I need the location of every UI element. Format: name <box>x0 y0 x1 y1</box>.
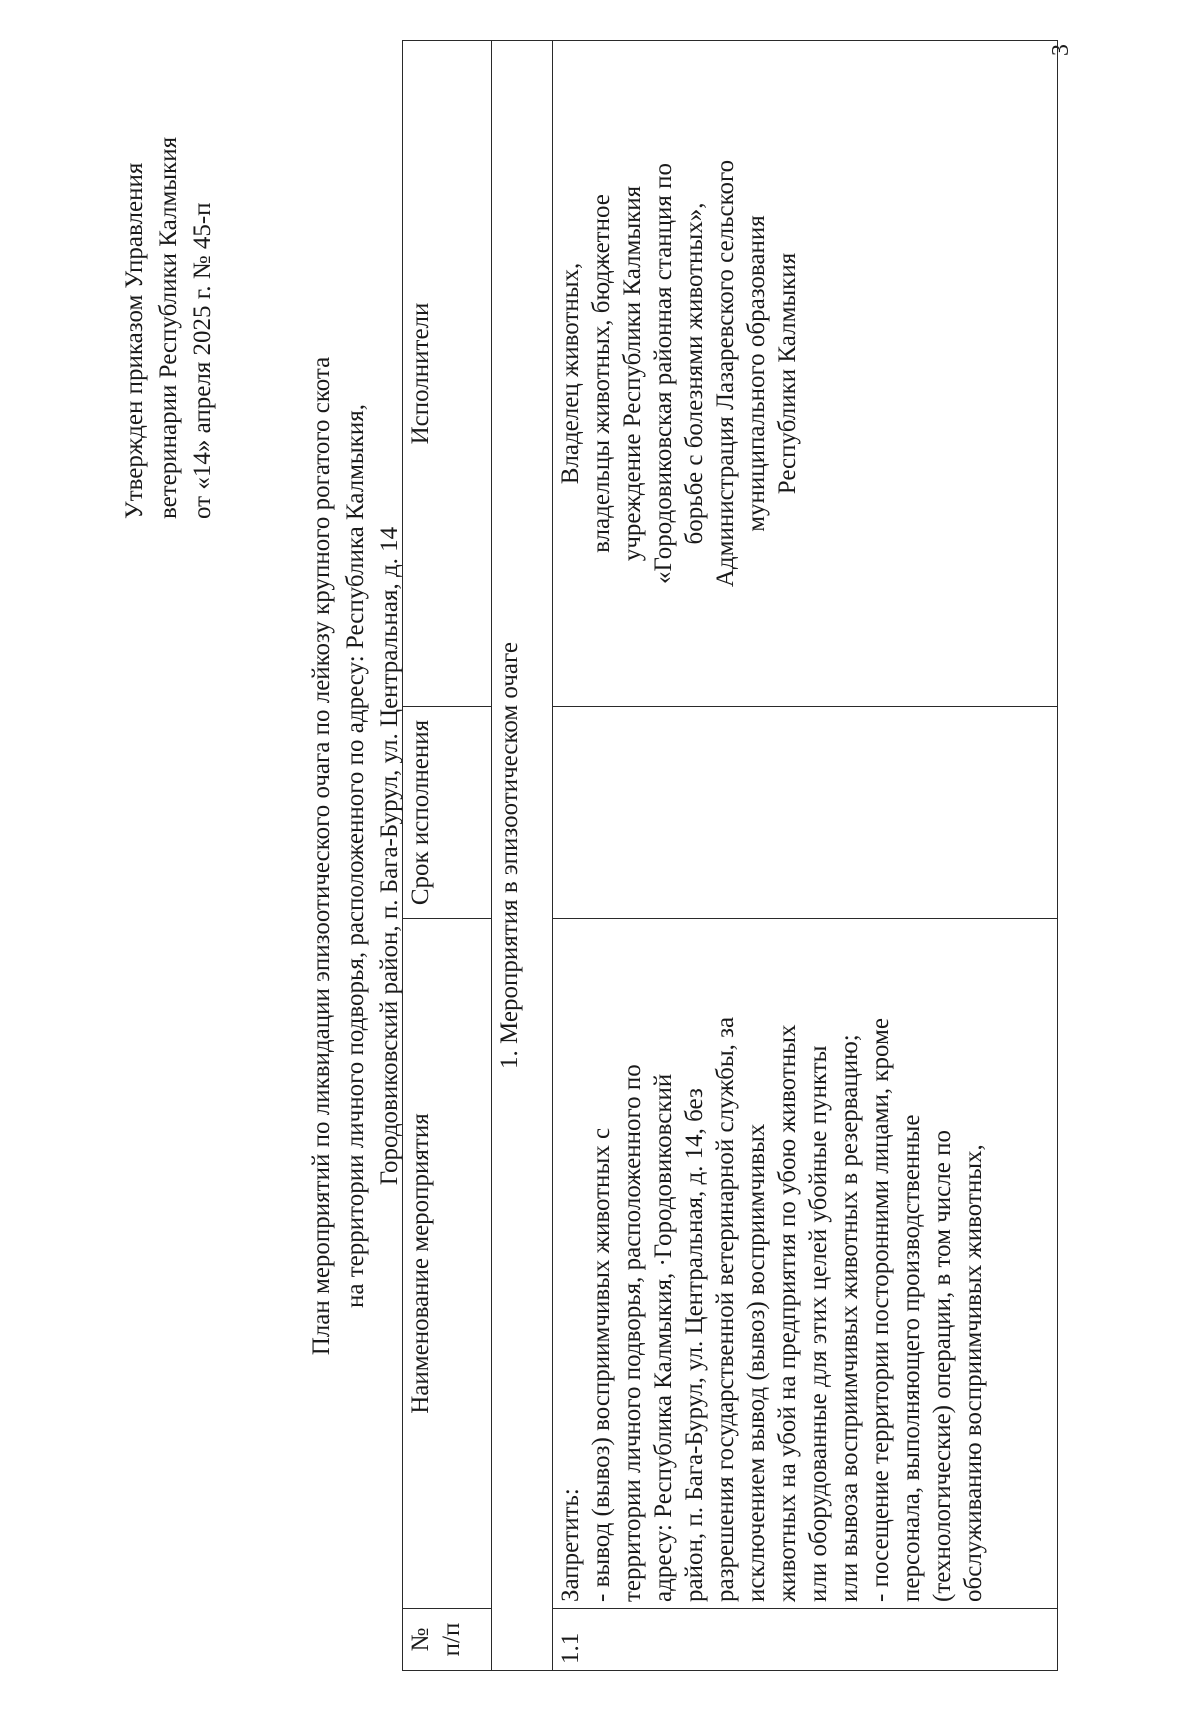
section-row <box>492 41 553 1671</box>
measure-line: исключением вывод (вывоз) восприимчивых <box>743 1123 770 1602</box>
measure-line: район, п. Бага-Бурул, ул. Центральная, д. 14, без <box>681 1088 708 1602</box>
measure-line: обслуживанию восприимчивых животных, <box>960 1144 987 1602</box>
measure-line: территории личного подворья, расположенного по <box>619 1064 646 1602</box>
executor-line: учреждение Республики Калмыкия <box>619 185 646 562</box>
title-line: План мероприятий по ликвидации эпизоотического очага по лейкозу крупного рогатого скота <box>308 356 335 1356</box>
approval-line: Утвержден приказом Управления <box>121 162 148 519</box>
table-row <box>553 41 1058 1671</box>
approval-stamp <box>118 89 220 519</box>
executor-line: Республики Калмыкия <box>774 252 801 495</box>
page-number: 3 <box>1048 44 1074 56</box>
title-line: на территории личного подворья, расположенного по адресу: Республика Калмыкия, <box>342 404 369 1308</box>
measure-line: (технологические) операции, в том числе по <box>929 1130 956 1602</box>
executors-cell <box>553 41 1058 707</box>
approval-line: от «14» апреля 2025 г. № 45-п <box>189 202 216 519</box>
measure-cell <box>553 919 1058 1609</box>
measure-line: или оборудованные для этих целей убойные пункты <box>805 1045 832 1602</box>
executor-line: владельцы животных, бюджетное <box>588 194 615 553</box>
table-header-row <box>403 41 492 1671</box>
approval-line: ветеринарии Республики Калмыкия <box>155 136 182 519</box>
measure-line: персонала, выполняющего производственные <box>898 1114 925 1602</box>
row-number: 1.1 <box>553 1609 1058 1671</box>
executor-line: «Городовиковская районная станция по <box>650 163 677 584</box>
measure-line: животных на убой на предприятия по убою животных <box>774 1024 801 1602</box>
measure-line: разрешения государственной ветеринарной службы, за <box>712 1016 739 1602</box>
measure-line: - вывод (вывоз) восприимчивых животных с <box>588 1127 615 1602</box>
executor-line: борьбе с болезнями животных», <box>681 202 708 545</box>
header-executors: Исполнители <box>403 41 492 707</box>
executor-line: Владелец животных, <box>557 262 584 485</box>
deadline-cell <box>553 707 1058 919</box>
measure-line: Запретить: <box>557 1488 584 1602</box>
section-title: 1. Мероприятия в эпизоотическом очаге <box>492 41 553 1671</box>
measure-line: - посещение территории посторонними лицами, кроме <box>867 1018 894 1602</box>
header-name: Наименование мероприятия <box>403 919 492 1609</box>
title-line: Городовиковский район, п. Бага-Бурул, ул. Центральная, д. 14 <box>376 526 403 1186</box>
measure-line: адресу: Республика Калмыкия, ·Городовиковский <box>650 1073 677 1602</box>
executor-line: муниципального образования <box>743 215 770 532</box>
document-title <box>305 131 407 1581</box>
header-deadline: Срок исполнения <box>403 707 492 919</box>
header-number: № п/п <box>403 1609 492 1671</box>
executor-line: Администрация Лазаревского сельского <box>712 159 739 588</box>
measures-table <box>402 40 1058 1671</box>
measure-line: или вывоза восприимчивых животных в резервацию; <box>836 1034 863 1602</box>
